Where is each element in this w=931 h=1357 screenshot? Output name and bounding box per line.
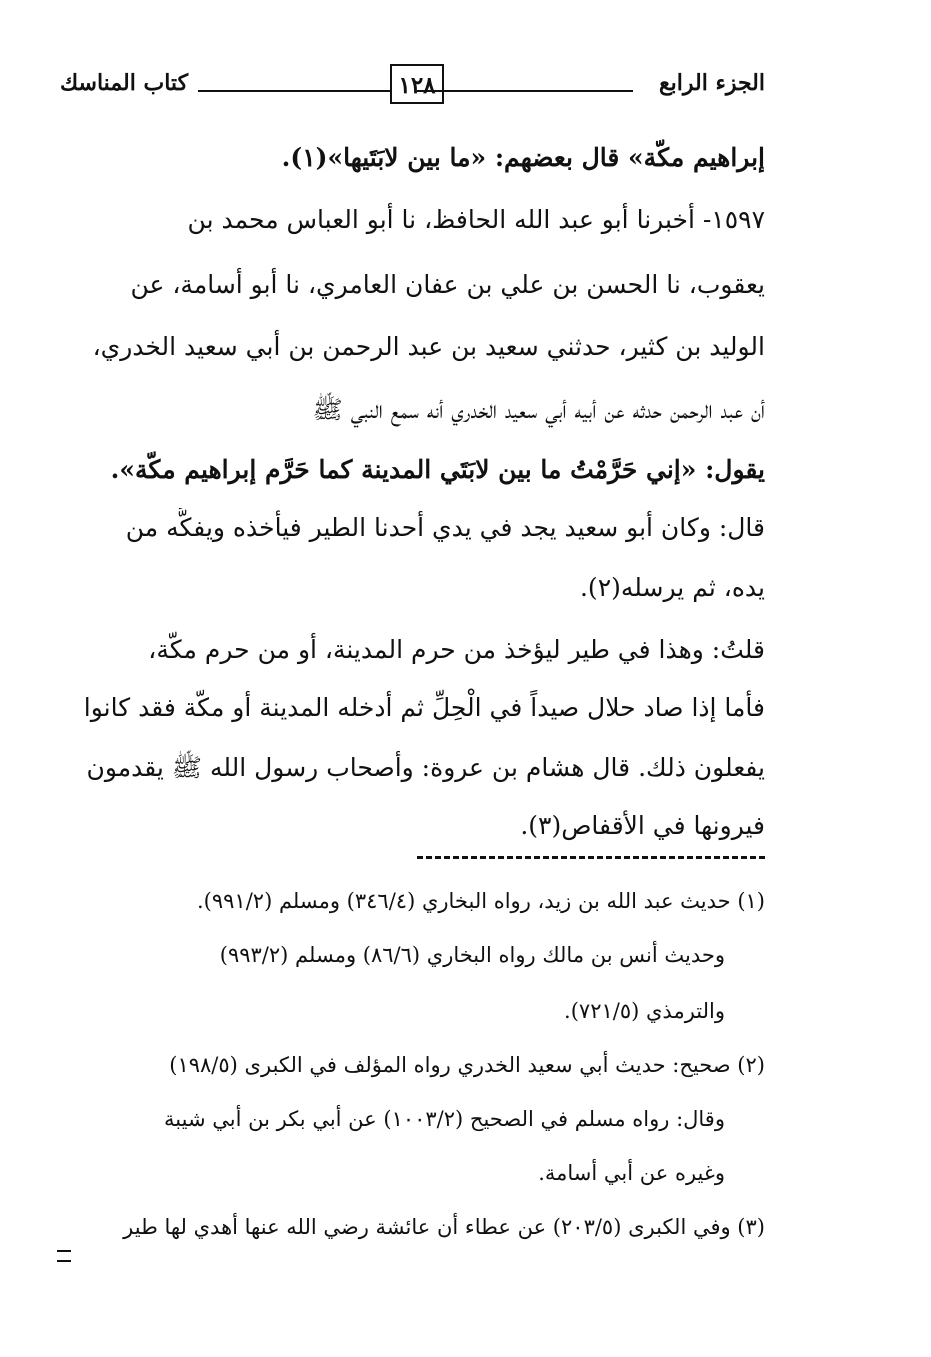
footnote-line: والترمذي (٧٢١/٥).: [564, 999, 725, 1023]
book-title: كتاب المناسك: [60, 70, 189, 96]
body-line: فأما إذا صاد حلال صيداً في الْحِلِّ ثم أدخله المدينة أو مكّة فقد كانوا: [83, 693, 765, 722]
body-line: يده، ثم يرسله(٢).: [579, 573, 765, 602]
footnote-separator: [417, 856, 765, 859]
running-header: [60, 62, 765, 112]
footnote-line: وقال: رواه مسلم في الصحيح (١٠٠٣/٢) عن أبي بكر بن أبي شيبة: [164, 1107, 725, 1131]
body-line: أن عبد الرحمن حدثه عن أبيه أبي سعيد الخدري أنه سمع النبي ﷺ: [312, 395, 765, 424]
body-line: الوليد بن كثير، حدثني سعيد بن عبد الرحمن بن أبي سعيد الخدري،: [92, 332, 765, 361]
footnote-line: (١) حديث عبد الله بن زيد، رواه البخاري (٣٤٦/٤) ومسلم (٩٩١/٢).: [197, 889, 765, 913]
body-line: قال: وكان أبو سعيد يجد في يدي أحدنا الطير فيأخذه ويفكُّه من: [125, 513, 765, 542]
body-line: قلتُ: وهذا في طير ليؤخذ من حرم المدينة، أو من حرم مكّة،: [148, 635, 765, 664]
footnote-line: (٣) وفي الكبرى (٢٠٣/٥) عن عطاء أن عائشة رضي الله عنها أهدي لها طير: [123, 1215, 765, 1239]
body-line: يقول: «إني حَرَّمْتُ ما بين لابَتَي المدينة كما حَرَّم إبراهيم مكّة».: [110, 455, 765, 484]
continuation-mark: [57, 1250, 71, 1262]
body-line: فيرونها في الأقفاص(٣).: [520, 811, 765, 840]
footnote-line: وغيره عن أبي أسامة.: [538, 1161, 725, 1185]
page-number: ١٢٨: [390, 64, 444, 104]
body-line: ١٥٩٧- أخبرنا أبو عبد الله الحافظ، نا أبو العباس محمد بن: [187, 205, 765, 234]
body-line: إبراهيم مكّة» قال بعضهم: «ما بين لابَتَيها»(١).: [281, 143, 765, 172]
volume-title: الجزء الرابع: [658, 70, 765, 96]
body-line: يفعلون ذلك. قال هشام بن عروة: وأصحاب رسول الله ﷺ يقدمون: [86, 753, 765, 782]
header-rule: [417, 90, 633, 92]
body-line: يعقوب، نا الحسن بن علي بن عفان العامري، نا أبو أسامة، عن: [130, 270, 765, 299]
footnote-line: وحديث أنس بن مالك رواه البخاري (٨٦/٦) ومسلم (٩٩٣/٢): [219, 943, 725, 967]
header-rule: [198, 90, 390, 92]
footnote-line: (٢) صحيح: حديث أبي سعيد الخدري رواه المؤلف في الكبرى (١٩٨/٥): [169, 1053, 765, 1077]
